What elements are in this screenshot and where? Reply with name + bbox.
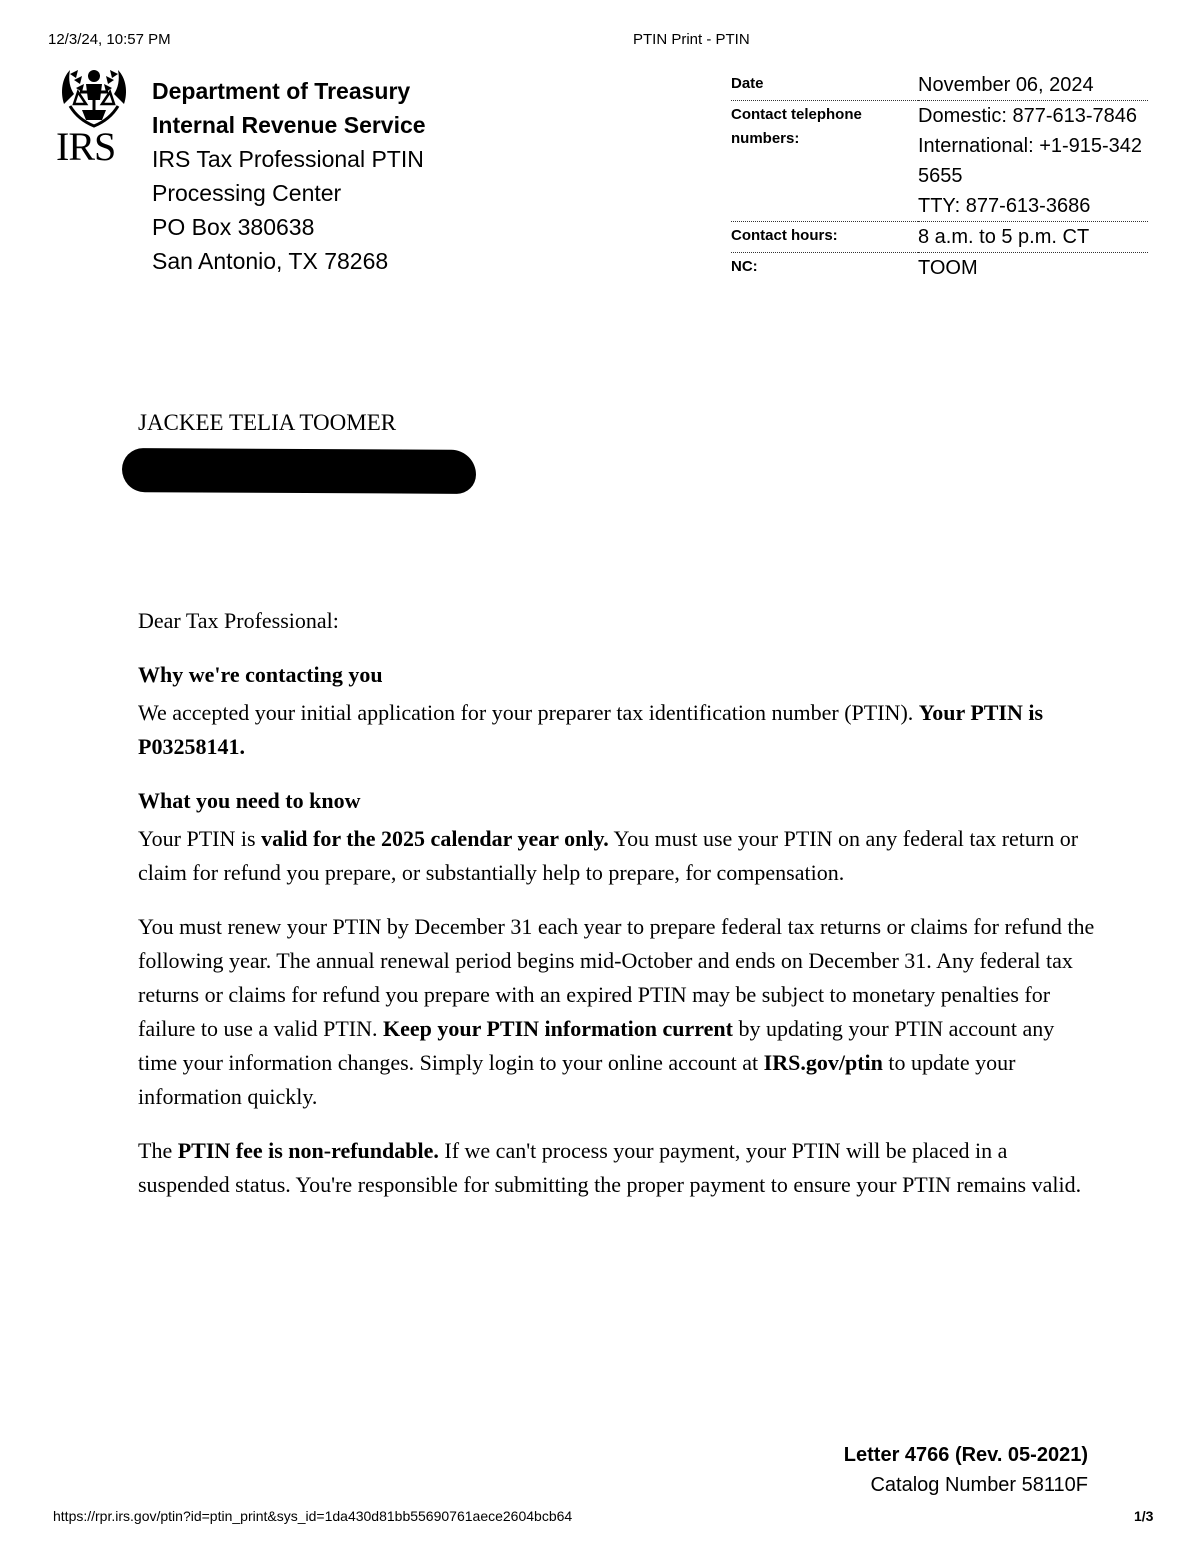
- hours-label: Contact hours:: [731, 222, 918, 253]
- paragraph-ptin-accepted: We accepted your initial application for your preparer tax identification number (PTIN). Your PTIN is P03258141.: [138, 700, 1044, 759]
- letter-number: Letter 4766 (Rev. 05-2021): [843, 1444, 1088, 1466]
- info-row-phone: [731, 101, 1148, 222]
- date-value: November 06, 2024: [918, 70, 1148, 101]
- phone-values: [918, 101, 1148, 222]
- info-row-hours: [731, 222, 1148, 253]
- recipient-name: JACKEE TELIA TOOMER: [138, 410, 397, 435]
- irs-logo: [56, 66, 132, 169]
- sender-line-3: IRS Tax Professional PTIN: [152, 146, 424, 172]
- info-row-date: [731, 70, 1148, 101]
- letter-body: [138, 604, 1098, 1222]
- paragraph-validity: Your PTIN is valid for the 2025 calendar year only. You must use your PTIN on any federal tax return or claim for refund you prepare, or substantially help to prepare, for compensation.: [138, 826, 1079, 885]
- sender-line-4: Processing Center: [152, 180, 342, 206]
- irs-ptin-link-text: IRS.gov/ptin: [763, 1050, 883, 1075]
- page-url: https://rpr.irs.gov/ptin?id=ptin_print&sys_id=1da430d81bb55690761aece2604bcb64: [53, 1508, 573, 1524]
- redaction-mark: [122, 448, 476, 494]
- print-title: PTIN Print - PTIN: [633, 31, 750, 48]
- paragraph-renewal: You must renew your PTIN by December 31 each year to prepare federal tax returns or claims for refund the following year. The annual renewal period begins mid-October and ends on December 31. Any federal tax returns or claims for refund you prepare with an expired PTIN may be subject to monetary penalties for failure to use a valid PTIN. Keep your PTIN information current by updating your PTIN account any time your information changes. Simply login to your online account at IRS.gov/ptin to update your information quickly.: [138, 914, 1095, 1109]
- catalog-number: Catalog Number 58110F: [870, 1474, 1088, 1496]
- irs-logo-text: IRS: [56, 124, 116, 169]
- contact-info-table: [731, 70, 1148, 283]
- heading-why-contacting: Why we're contacting you: [138, 662, 383, 687]
- phone-label: Contact telephone numbers:: [731, 101, 918, 222]
- nc-label: NC:: [731, 258, 758, 275]
- paragraph-fee: The PTIN fee is non-refundable. If we can't process your payment, your PTIN will be placed in a suspended status. You're responsible for submitting the proper payment to ensure your PTIN remains valid.: [138, 1138, 1082, 1197]
- info-row-nc: [731, 253, 1148, 284]
- page-number: 1/3: [1134, 1508, 1154, 1524]
- hours-value: 8 a.m. to 5 p.m. CT: [918, 222, 1148, 253]
- nc-value: TOOM: [918, 257, 978, 279]
- letter-footer: [844, 1440, 1088, 1500]
- phone-international: International: +1-915-342 5655: [918, 135, 1143, 187]
- sender-line-6: San Antonio, TX 78268: [152, 248, 389, 274]
- irs-eagle-icon: [56, 66, 132, 130]
- sender-line-1: Department of Treasury: [152, 78, 411, 104]
- heading-what-to-know: What you need to know: [138, 788, 361, 813]
- phone-tty: TTY: 877-613-3686: [918, 195, 1091, 217]
- sender-line-2: Internal Revenue Service: [152, 112, 426, 138]
- sender-line-5: PO Box 380638: [152, 214, 315, 240]
- date-label: Date: [731, 70, 918, 101]
- ptin-number: Your PTIN is P03258141.: [138, 700, 1044, 759]
- phone-domestic: Domestic: 877-613-7846: [918, 105, 1138, 127]
- print-datetime: 12/3/24, 10:57 PM: [48, 31, 171, 48]
- sender-address: [152, 74, 426, 278]
- salutation: Dear Tax Professional:: [138, 608, 339, 633]
